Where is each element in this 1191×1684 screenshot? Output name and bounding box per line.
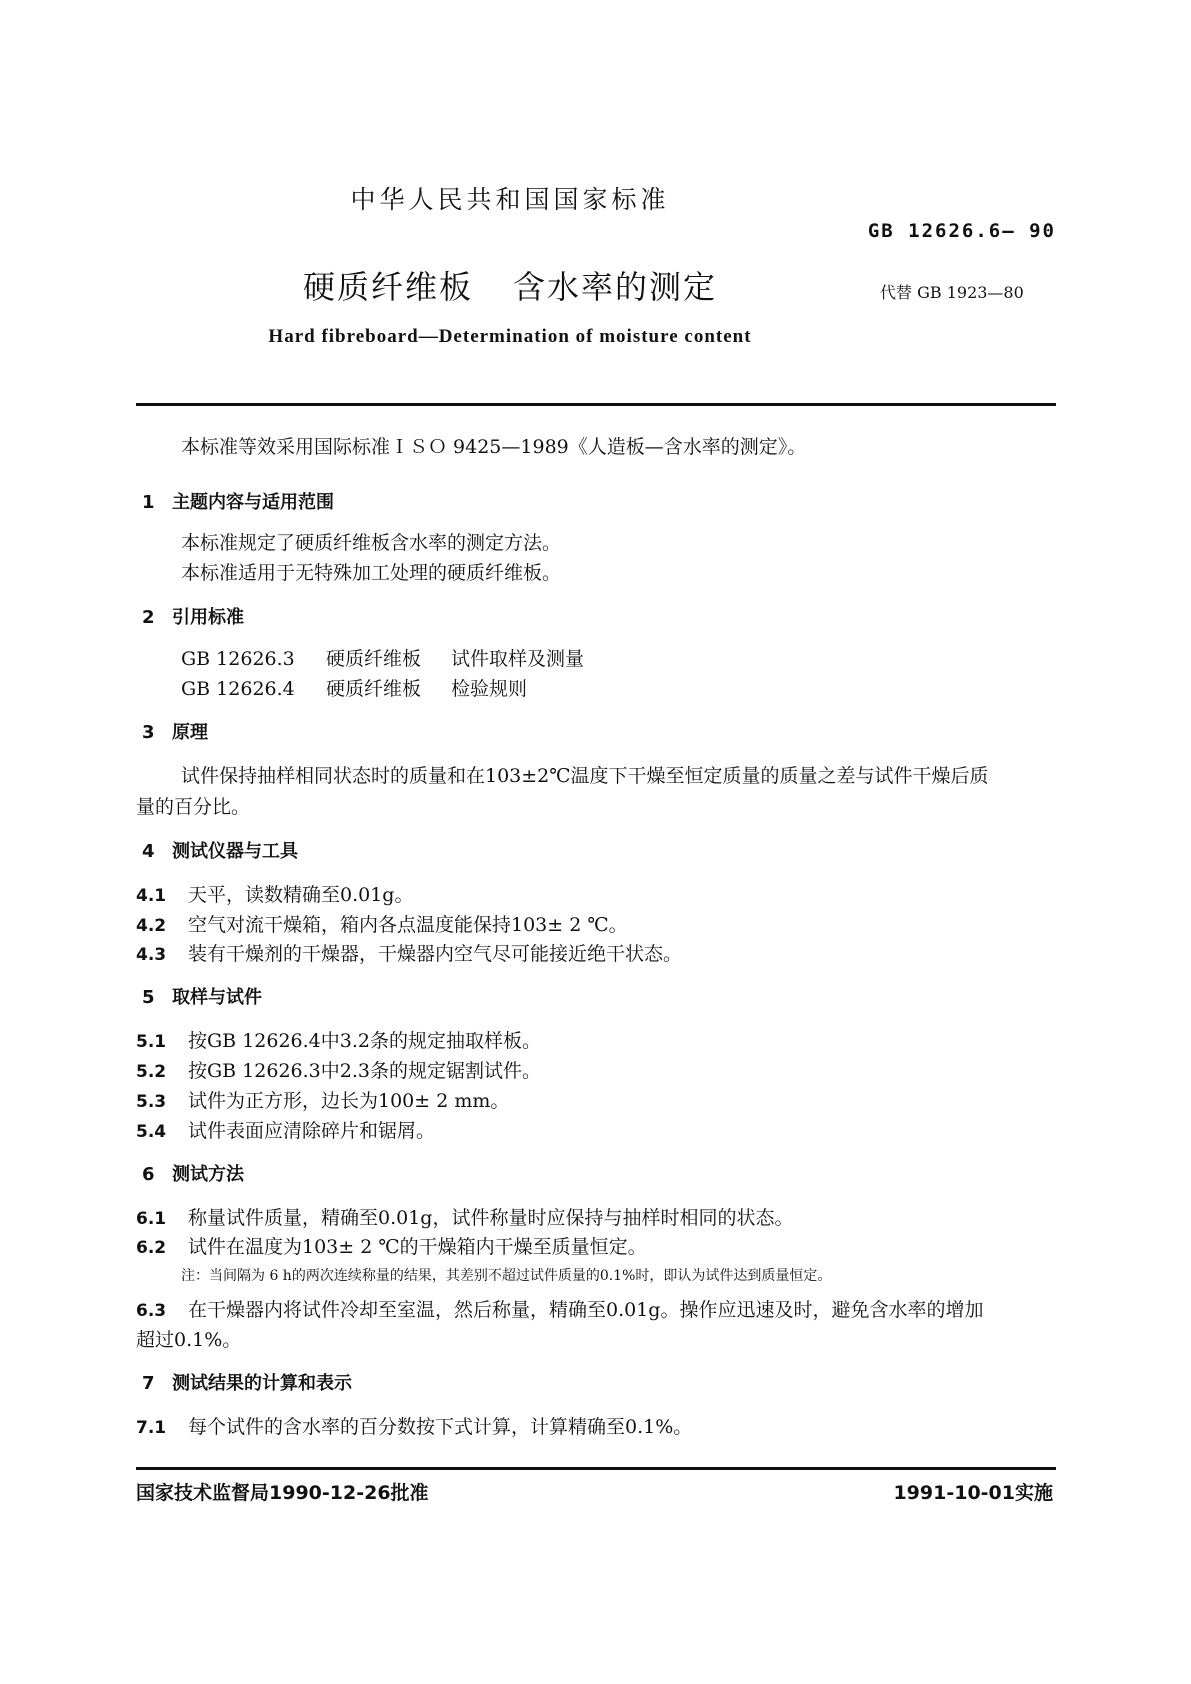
standard-type-heading: 中华人民共和国国家标准 [350,185,670,214]
approval-date: 国家技术监督局1990-12-26批准 [136,1482,429,1504]
section-6-heading [142,1160,244,1186]
section-number: 4 [142,841,155,862]
clause-number: 4.1 [136,886,167,906]
clause-5-2 [136,1056,541,1083]
clause-5-1 [136,1026,541,1053]
clause-text: 装有干燥剂的干燥器，干燥器内空气尽可能接近绝干状态。 [188,943,683,965]
section-3-heading [142,718,208,744]
clause-number: 4.2 [136,916,167,936]
reference-item [181,644,584,671]
section-3-paragraph-line-2: 量的百分比。 [136,796,251,818]
reference-item [181,674,527,701]
title-part-1: 硬质纤维板 [302,268,473,306]
clause-number: 5.3 [136,1092,167,1112]
clause-6-3 [136,1295,983,1322]
section-2-heading [142,603,244,629]
clause-text: 每个试件的含水率的百分数按下式计算，计算精确至0.1%。 [188,1416,693,1438]
section-number: 3 [142,722,155,743]
reference-name: 硬质纤维板 [326,648,422,670]
section-title: 主题内容与适用范围 [172,492,334,513]
section-number: 1 [142,492,155,513]
section-7-heading [142,1369,352,1395]
intro-paragraph: 本标准等效采用国际标准ＩＳＯ 9425—1989《人造板—含水率的测定》。 [181,436,807,458]
clause-6-2-note: 注：当间隔为 6 h的两次连续称量的结果，其差别不超过试件质量的0.1%时，即认为试件达到质量恒定。 [181,1268,832,1284]
clause-number: 5.2 [136,1062,167,1082]
clause-6-3-continuation: 超过0.1%。 [136,1329,242,1351]
clause-5-4 [136,1116,435,1143]
clause-text: 按GB 12626.4中3.2条的规定抽取样板。 [188,1030,541,1052]
section-title: 测试方法 [172,1164,244,1185]
clause-number: 6.1 [136,1209,167,1229]
top-rule [136,403,1056,406]
clause-7-1 [136,1412,692,1439]
effective-date: 1991-10-01实施 [893,1482,1053,1504]
clause-number: 7.1 [136,1418,167,1438]
clause-text: 称量试件质量，精确至0.01g，试件称量时应保持与抽样时相同的状态。 [188,1207,794,1229]
document-title [0,262,1020,308]
clause-text: 试件为正方形，边长为100± 2 mm。 [188,1090,510,1112]
clause-number: 6.3 [136,1301,167,1321]
section-number: 2 [142,607,155,628]
section-5-heading [142,983,262,1009]
clause-text: 试件表面应清除碎片和锯屑。 [188,1120,436,1142]
standard-code: GB 12626.6— 90 [867,220,1056,242]
section-title: 测试仪器与工具 [172,841,298,862]
clause-6-2 [136,1232,647,1259]
clause-4-2 [136,910,628,937]
clause-text: 试件在温度为103± 2 ℃的干燥箱内干燥至质量恒定。 [188,1236,647,1258]
clause-text: 在干燥器内将试件冷却至室温，然后称量，精确至0.01g。操作应迅速及时，避免含水率的增加 [188,1299,984,1321]
section-number: 6 [142,1164,155,1185]
bottom-rule [136,1467,1056,1470]
clause-text: 按GB 12626.3中2.3条的规定锯割试件。 [188,1060,541,1082]
clause-number: 6.2 [136,1238,167,1258]
reference-desc: 检验规则 [451,678,528,700]
clause-5-3 [136,1086,509,1113]
clause-text: 天平，读数精确至0.01g。 [188,884,414,906]
reference-code: GB 12626.4 [181,678,295,700]
clause-4-1 [136,880,413,907]
section-1-paragraph-2: 本标准适用于无特殊加工处理的硬质纤维板。 [181,562,562,584]
replaces-note: 代替 GB 1923—80 [880,283,1024,302]
reference-name: 硬质纤维板 [326,678,422,700]
section-1-paragraph-1: 本标准规定了硬质纤维板含水率的测定方法。 [181,532,562,554]
clause-number: 4.3 [136,945,167,965]
clause-4-3 [136,939,682,966]
section-1-heading [142,488,334,514]
clause-number: 5.1 [136,1032,167,1052]
reference-desc: 试件取样及测量 [451,648,585,670]
section-title: 测试结果的计算和表示 [172,1373,352,1394]
section-title: 引用标准 [172,607,244,628]
section-number: 7 [142,1373,155,1394]
section-3-paragraph-line-1: 试件保持抽样相同状态时的质量和在103±2℃温度下干燥至恒定质量的质量之差与试件干燥后质 [181,765,989,787]
reference-code: GB 12626.3 [181,648,295,670]
section-title: 原理 [172,722,208,743]
clause-number: 5.4 [136,1122,167,1142]
clause-6-1 [136,1203,793,1230]
english-title: Hard fibreboard—Determination of moisture content [268,326,752,347]
clause-text: 空气对流干燥箱，箱内各点温度能保持103± 2 ℃。 [188,914,628,936]
section-title: 取样与试件 [172,987,262,1008]
title-part-2: 含水率的测定 [513,268,718,306]
section-number: 5 [142,987,155,1008]
section-4-heading [142,837,298,863]
